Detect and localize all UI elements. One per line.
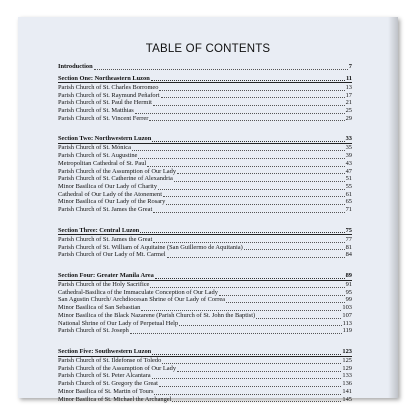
- toc-entry: [58, 168, 352, 176]
- toc-entry: [58, 281, 352, 289]
- entry-page: 29: [345, 114, 352, 122]
- toc-entry: [58, 198, 352, 206]
- toc-entry: [58, 183, 352, 191]
- entry-title: Parish Church of St. Vincent Ferrer: [58, 114, 149, 122]
- entry-title: Parish Church of St. William of Aquitaine (San Guillermo de Aquitania): [58, 243, 243, 251]
- entry-page: 145: [342, 395, 352, 403]
- entry-title: Metropolitan Cathedral of St. Paul: [58, 159, 147, 167]
- entry-page: 25: [345, 106, 352, 114]
- toc-section-heading: [58, 272, 352, 280]
- leader-dots: [177, 168, 345, 174]
- toc-entry: [58, 297, 352, 305]
- leader-dots: [155, 273, 345, 279]
- leader-dots: [138, 153, 344, 159]
- entry-page: 107: [342, 311, 352, 319]
- entry-page: 17: [345, 91, 352, 99]
- leader-dots: [94, 64, 348, 70]
- leader-dots: [153, 237, 344, 243]
- page-edge-shadow: [388, 17, 398, 398]
- entry-title: Parish Church of St. Mónica: [58, 144, 131, 152]
- entry-title: San Agustin Church/ Archdiocesan Shrine of Our Lady of Correa: [58, 296, 226, 304]
- book-page: [18, 17, 398, 403]
- section-page: 89: [345, 271, 352, 279]
- toc-entry: [58, 289, 352, 297]
- entry-page: 141: [342, 387, 352, 395]
- section-title: Section Two: Northwestern Luzon: [58, 135, 152, 143]
- leader-dots: [177, 366, 341, 372]
- leader-dots: [159, 381, 341, 387]
- toc-entry: [58, 175, 352, 183]
- toc-entry: [58, 373, 352, 381]
- toc-entry: [58, 327, 352, 335]
- entry-page: 39: [345, 152, 352, 160]
- leader-dots: [150, 282, 344, 288]
- entry-page: 133: [342, 372, 352, 380]
- entry-page: 61: [345, 190, 352, 198]
- entry-title: Parish Church of the Assumption of Our Lady: [58, 364, 177, 372]
- entry-page: 35: [345, 144, 352, 152]
- entry-page: 136: [342, 380, 352, 388]
- toc-entry: [58, 99, 352, 107]
- leader-dots: [244, 244, 345, 250]
- entry-page: 95: [345, 288, 352, 296]
- leader-dots: [152, 373, 342, 379]
- toc-entry: [58, 160, 352, 168]
- section-title: Section Five: Southwestern Luzon: [58, 347, 152, 355]
- entry-title: Parish Church of St. Catherine of Alexandria: [58, 175, 173, 183]
- toc-section-heading: [58, 75, 352, 83]
- entry-title: Parish Church of Our Lady of Mt. Carmel: [58, 251, 166, 259]
- entry-page: 113: [342, 319, 352, 327]
- toc-entry: [58, 320, 352, 328]
- entry-page: 43: [345, 159, 352, 167]
- leader-dots: [166, 199, 344, 205]
- entry-title: Parish Church of the Assumption of Our Lady: [58, 167, 177, 175]
- toc-entry: [58, 365, 352, 373]
- leader-dots: [174, 176, 345, 182]
- toc-entry: [58, 388, 352, 396]
- entry-title: Parish Church of St. Matthias: [58, 106, 134, 114]
- toc-entry: [58, 312, 352, 320]
- toc-intro-page: 7: [348, 62, 352, 70]
- entry-title: Cathedral of Our Lady of the Atonement: [58, 190, 162, 198]
- leader-dots: [147, 161, 344, 167]
- entry-title: Parish Church of St. Paul the Hermit: [58, 99, 152, 107]
- entry-title: Minor Basilica of St. Martin of Tours: [58, 387, 154, 395]
- leader-dots: [132, 145, 345, 151]
- leader-dots: [226, 297, 345, 303]
- entry-page: 99: [345, 296, 352, 304]
- section-page: 11: [345, 74, 352, 82]
- toc-entry: [58, 145, 352, 153]
- entry-title: Parish Church of St. James the Great: [58, 235, 153, 243]
- toc-intro: [58, 63, 352, 71]
- leader-dots: [141, 305, 341, 311]
- entry-title: Minor Basilica of the Black Nazarene (Parish Church of St. John the Baptist): [58, 311, 256, 319]
- entry-page: 51: [345, 175, 352, 183]
- leader-dots: [152, 349, 341, 355]
- leader-dots: [140, 227, 344, 233]
- toc-section-heading: [58, 135, 352, 143]
- section-title: Section One: Northeastern Luzon: [58, 74, 150, 82]
- entry-page: 125: [342, 357, 352, 365]
- entry-page: 103: [342, 304, 352, 312]
- toc-entry: [58, 115, 352, 123]
- entry-page: 71: [345, 205, 352, 213]
- section-gap: [58, 259, 352, 272]
- leader-dots: [163, 191, 345, 197]
- leader-dots: [153, 100, 345, 106]
- leader-dots: [153, 207, 344, 213]
- entry-title: Minor Basilica of Our Lady of Charity: [58, 182, 158, 190]
- entry-title: Minor Basilica of Our Lady of the Rosary: [58, 198, 166, 206]
- entry-title: Parish Church of St. Gregory the Great: [58, 380, 158, 388]
- entry-page: 119: [342, 327, 352, 335]
- entry-page: 21: [345, 99, 352, 107]
- entry-title: Parish Church of St. Joseph: [58, 327, 129, 335]
- entry-page: 55: [345, 182, 352, 190]
- toc-entry: [58, 236, 352, 244]
- toc-section-heading: [58, 348, 352, 356]
- entry-title: National Shrine of Our Lady of Perpetual Help: [58, 319, 179, 327]
- leader-dots: [167, 252, 345, 258]
- leader-dots: [219, 290, 345, 296]
- entry-title: Parish Church of St. Raymund Peñafort: [58, 91, 160, 99]
- toc-sections: [58, 75, 352, 404]
- leader-dots: [256, 313, 341, 319]
- entry-title: Parish Church of St. Ildefonse of Toledo: [58, 357, 162, 365]
- entry-title: Parish Church of St. Augustine: [58, 152, 138, 160]
- leader-dots: [152, 136, 344, 142]
- leader-dots: [130, 328, 342, 334]
- leader-dots: [158, 184, 345, 190]
- toc-entry: [58, 84, 352, 92]
- entry-page: 81: [345, 243, 352, 251]
- entry-page: 47: [345, 167, 352, 175]
- toc-entry: [58, 244, 352, 252]
- table-of-contents: [58, 63, 352, 403]
- section-page: 75: [345, 226, 352, 234]
- toc-entry: [58, 251, 352, 259]
- toc-section-heading: [58, 227, 352, 235]
- leader-dots: [161, 92, 345, 98]
- toc-entry: [58, 152, 352, 160]
- entry-title: Minor Basilica of San Sebastian: [58, 304, 141, 312]
- entry-title: Cathedral-Basilica of the Immaculate Conception of Our Lady: [58, 288, 218, 296]
- section-gap: [58, 335, 352, 348]
- entry-page: 84: [345, 251, 352, 259]
- toc-intro-title: Introduction: [58, 62, 93, 70]
- entry-page: 91: [345, 281, 352, 289]
- leader-dots: [162, 358, 341, 364]
- entry-title: Parish Church of St. James the Great: [58, 205, 153, 213]
- leader-dots: [149, 115, 344, 121]
- toc-entry: [58, 107, 352, 115]
- entry-title: Parish Church of St. Charles Borromeo: [58, 83, 159, 91]
- section-title: Section Three: Central Luzon: [58, 226, 140, 234]
- entry-page: 77: [345, 235, 352, 243]
- entry-page: 129: [342, 364, 352, 372]
- leader-dots: [135, 108, 345, 114]
- leader-dots: [179, 320, 341, 326]
- leader-dots: [154, 389, 341, 395]
- section-title: Section Four: Greater Manila Area: [58, 271, 154, 279]
- toc-entry: [58, 304, 352, 312]
- entry-title: Parish Church of St. Peter Alcantara: [58, 372, 151, 380]
- entry-title: Minor Basilica of St. Michael the Archangel: [58, 395, 172, 403]
- entry-title: Parish Church of the Holy Sacrifice: [58, 281, 150, 289]
- entry-page: 13: [345, 83, 352, 91]
- section-gap: [58, 122, 352, 135]
- toc-entry: [58, 206, 352, 214]
- leader-dots: [159, 85, 344, 91]
- toc-entry: [58, 92, 352, 100]
- entry-page: 65: [345, 198, 352, 206]
- page-title: TABLE OF CONTENTS: [145, 43, 271, 55]
- toc-entry: [58, 380, 352, 388]
- toc-entry: [58, 396, 352, 404]
- section-gap: [58, 214, 352, 227]
- section-page: 33: [345, 135, 352, 143]
- toc-entry: [58, 357, 352, 365]
- toc-entry: [58, 191, 352, 199]
- leader-dots: [172, 396, 341, 402]
- leader-dots: [151, 75, 345, 81]
- section-page: 123: [342, 347, 352, 355]
